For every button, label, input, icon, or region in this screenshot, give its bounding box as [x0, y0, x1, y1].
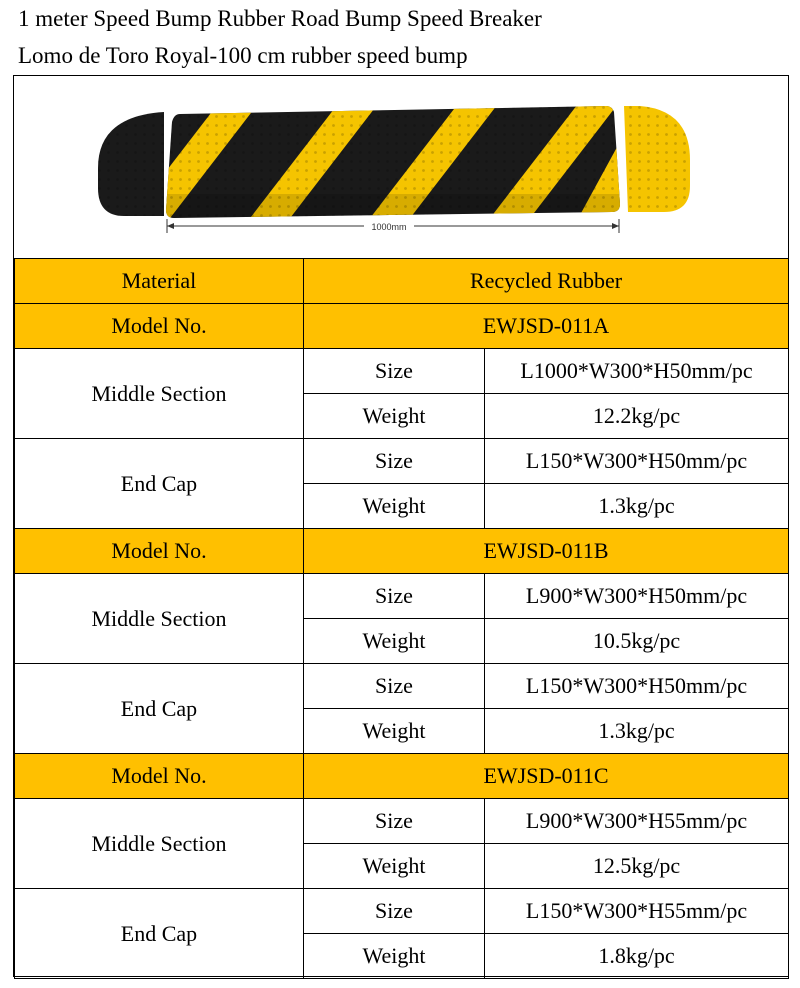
spec-sheet	[13, 75, 789, 977]
size-value: L900*W300*H50mm/pc	[485, 574, 789, 619]
size-label: Size	[304, 799, 485, 844]
size-label: Size	[304, 439, 485, 484]
section-label: End Cap	[15, 664, 304, 754]
weight-label: Weight	[304, 709, 485, 754]
table-row	[15, 349, 789, 394]
section-label: End Cap	[15, 889, 304, 979]
weight-label: Weight	[304, 394, 485, 439]
table-row	[15, 439, 789, 484]
weight-value: 1.3kg/pc	[485, 484, 789, 529]
section-label: Middle Section	[15, 349, 304, 439]
size-value: L1000*W300*H50mm/pc	[485, 349, 789, 394]
product-photo	[14, 76, 788, 258]
weight-value: 12.5kg/pc	[485, 844, 789, 889]
weight-value: 1.3kg/pc	[485, 709, 789, 754]
weight-label: Weight	[304, 934, 485, 979]
size-label: Size	[304, 889, 485, 934]
size-label: Size	[304, 574, 485, 619]
model-row	[15, 529, 789, 574]
model-label: Model No.	[15, 529, 304, 574]
material-label: Material	[15, 259, 304, 304]
model-value: EWJSD-011C	[304, 754, 789, 799]
size-label: Size	[304, 349, 485, 394]
material-value: Recycled Rubber	[304, 259, 789, 304]
size-value: L150*W300*H50mm/pc	[485, 439, 789, 484]
page-subtitle: Lomo de Toro Royal-100 cm rubber speed bump	[18, 43, 468, 68]
weight-label: Weight	[304, 844, 485, 889]
dimension-label: 1000mm	[371, 222, 407, 232]
section-label: Middle Section	[15, 799, 304, 889]
table-row	[15, 889, 789, 934]
size-value: L900*W300*H55mm/pc	[485, 799, 789, 844]
size-label: Size	[304, 664, 485, 709]
page-title: 1 meter Speed Bump Rubber Road Bump Speed Breaker	[18, 6, 542, 31]
size-value: L150*W300*H55mm/pc	[485, 889, 789, 934]
section-label: Middle Section	[15, 574, 304, 664]
model-row	[15, 304, 789, 349]
section-label: End Cap	[15, 439, 304, 529]
weight-label: Weight	[304, 619, 485, 664]
weight-label: Weight	[304, 484, 485, 529]
middle-section	[124, 96, 634, 226]
material-row	[15, 259, 789, 304]
model-label: Model No.	[15, 754, 304, 799]
table-row	[15, 574, 789, 619]
weight-value: 12.2kg/pc	[485, 394, 789, 439]
table-row	[15, 799, 789, 844]
model-value: EWJSD-011A	[304, 304, 789, 349]
size-value: L150*W300*H50mm/pc	[485, 664, 789, 709]
spec-table	[14, 258, 789, 979]
model-value: EWJSD-011B	[304, 529, 789, 574]
weight-value: 1.8kg/pc	[485, 934, 789, 979]
model-row	[15, 754, 789, 799]
model-label: Model No.	[15, 304, 304, 349]
table-row	[15, 664, 789, 709]
weight-value: 10.5kg/pc	[485, 619, 789, 664]
